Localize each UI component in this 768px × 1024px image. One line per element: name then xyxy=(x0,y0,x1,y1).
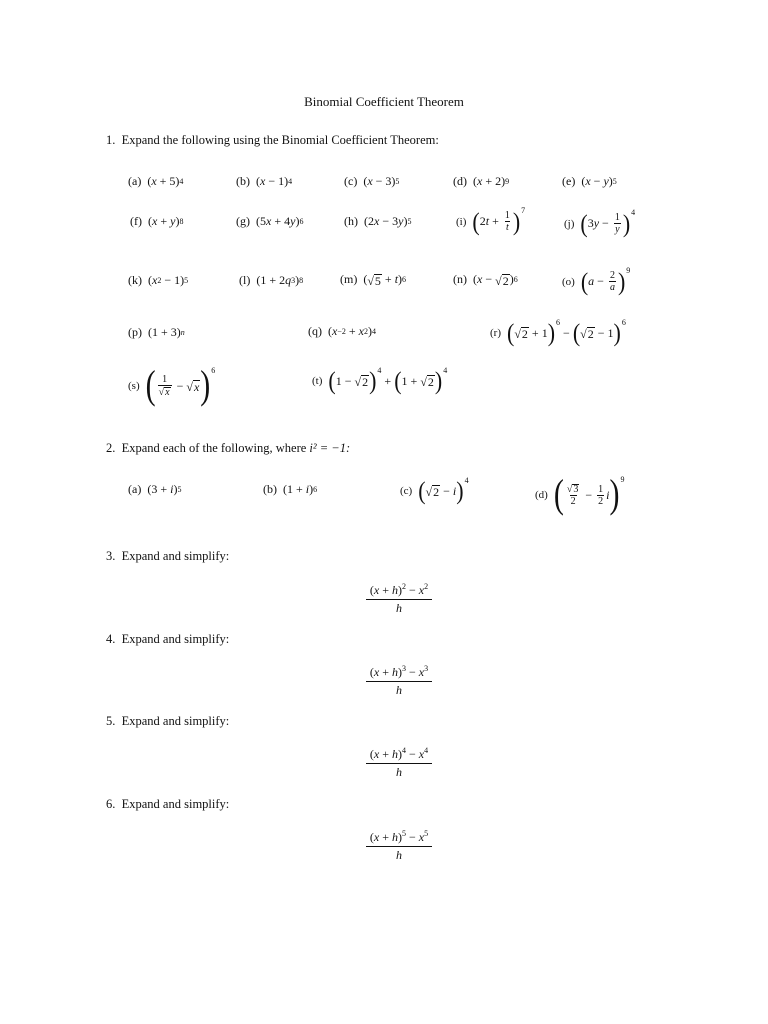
exercise-label: (e) xyxy=(562,174,576,188)
math-expression: ( 1 − √ 2 ) 4 + ( 1 + √ 2 ) 4 xyxy=(328,365,448,395)
question-3-prompt xyxy=(106,549,229,564)
math-expression: ( √ 2 − i ) 4 xyxy=(418,475,469,505)
exercise-label: (t) xyxy=(312,375,323,387)
math-expression: ( x − 3) 5 xyxy=(363,174,400,188)
question-number: 3. xyxy=(106,549,116,563)
question-number: 1. xyxy=(106,133,116,147)
exercise-label: (j) xyxy=(564,217,575,230)
question-2-prompt xyxy=(106,441,350,456)
exercise-1f xyxy=(130,214,183,229)
math-expression: (3 + i ) 5 xyxy=(147,482,182,496)
exercise-label: (a) xyxy=(128,482,142,496)
math-expression: ( 3 y − $\frac{1}{y}$ ) 4 xyxy=(580,208,636,238)
question-1-prompt xyxy=(106,133,439,148)
difference-quotient-3 xyxy=(0,583,768,616)
exercise-1r xyxy=(490,317,626,347)
question-4-prompt xyxy=(106,632,229,647)
exercise-label: (c) xyxy=(400,485,413,497)
difference-quotient-6 xyxy=(0,830,768,863)
math-expression: ( x + 5) 4 xyxy=(147,174,184,188)
exercise-label: (p) xyxy=(128,325,142,339)
math-expression: (1 + 2 q 3 ) 8 xyxy=(256,273,304,287)
question-condition: i² = −1: xyxy=(309,441,351,455)
exercise-label: (b) xyxy=(263,482,277,496)
exercise-1t xyxy=(312,365,448,395)
exercise-1e xyxy=(562,174,617,189)
exercise-label: (h) xyxy=(344,214,358,228)
exercise-1l xyxy=(239,273,303,288)
page-title: Binomial Coefficient Theorem xyxy=(304,94,464,109)
exercise-label: (i) xyxy=(456,215,467,228)
math-expression: ( x −2 + x 2 ) 4 xyxy=(328,324,376,338)
question-5-prompt xyxy=(106,714,229,729)
exercise-label: (f) xyxy=(130,214,142,228)
exercise-label: (c) xyxy=(344,174,358,188)
math-fraction: $\frac{(x + h)^3 - x^3}{h}$ xyxy=(368,665,430,698)
question-text: Expand and simplify: xyxy=(121,632,230,646)
math-expression: ( x + y ) 8 xyxy=(148,214,184,228)
exercise-1i xyxy=(456,206,526,236)
question-text: Expand the following using the Binomial Coefficient Theorem: xyxy=(121,133,439,147)
exercise-label: (r) xyxy=(490,327,501,339)
exercise-1b xyxy=(236,174,292,189)
exercise-label: (b) xyxy=(236,174,250,188)
question-6-prompt xyxy=(106,797,229,812)
exercise-label: (m) xyxy=(340,272,358,286)
question-number: 2. xyxy=(106,441,116,455)
math-expression: ( x − √ 2 ) 6 xyxy=(473,272,518,288)
exercise-2a xyxy=(128,482,181,497)
exercise-label: (s) xyxy=(128,380,140,392)
question-text: Expand and simplify: xyxy=(121,714,230,728)
exercise-label: (d) xyxy=(535,489,548,501)
math-expression: ( a − $\frac{2}{a}$ ) 9 xyxy=(580,266,631,296)
math-expression: ( 1 √ x − √ x ) 6 xyxy=(145,363,216,408)
math-fraction: $\frac{(x + h)^4 - x^4}{h}$ xyxy=(368,747,430,780)
exercise-label: (o) xyxy=(562,275,575,288)
question-number: 6. xyxy=(106,797,116,811)
exercise-1a xyxy=(128,174,183,189)
difference-quotient-4 xyxy=(0,665,768,698)
question-text: Expand each of the following, where xyxy=(121,441,307,455)
exercise-label: (l) xyxy=(239,273,251,287)
exercise-label: (g) xyxy=(236,214,250,228)
math-expression: ( √ 3 2 − $\frac{1}{2}$ i ) 9 xyxy=(553,472,625,517)
question-text: Expand and simplify: xyxy=(121,549,230,563)
exercise-label: (n) xyxy=(453,272,467,286)
math-expression: ( x 2 − 1) 5 xyxy=(148,273,189,287)
exercise-1n xyxy=(453,272,518,287)
math-expression: (2 x − 3 y ) 5 xyxy=(364,214,412,228)
exercise-1k xyxy=(128,273,188,288)
exercise-1o xyxy=(562,266,631,296)
exercise-label: (k) xyxy=(128,273,142,287)
exercise-1m xyxy=(340,272,406,287)
question-number: 4. xyxy=(106,632,116,646)
math-expression: ( x − 1) 4 xyxy=(256,174,293,188)
math-fraction: $\frac{(x + h)^2 - x^2}{h}$ xyxy=(368,583,430,616)
exercise-1c xyxy=(344,174,399,189)
question-number: 5. xyxy=(106,714,116,728)
exercise-2b xyxy=(263,482,317,497)
exercise-1q xyxy=(308,324,376,339)
exercise-1p xyxy=(128,325,185,340)
exercise-label: (q) xyxy=(308,324,322,338)
math-expression: (5 x + 4 y ) 6 xyxy=(256,214,304,228)
math-fraction: $\frac{(x + h)^5 - x^5}{h}$ xyxy=(368,830,430,863)
exercise-1j xyxy=(564,208,636,238)
exercise-label: (a) xyxy=(128,174,142,188)
exercise-label: (d) xyxy=(453,174,467,188)
exercise-1h xyxy=(344,214,411,229)
difference-quotient-5 xyxy=(0,747,768,780)
question-text: Expand and simplify: xyxy=(121,797,230,811)
exercise-1s xyxy=(128,363,216,408)
exercise-1g xyxy=(236,214,303,229)
math-expression: (1 + 3) n xyxy=(148,325,185,339)
math-expression: ( 2 t + $\frac{1}{t}$ ) 7 xyxy=(472,206,526,236)
math-expression: ( x − y ) 5 xyxy=(581,174,617,188)
math-expression: ( x + 2) 9 xyxy=(473,174,510,188)
exercise-2c xyxy=(400,475,469,505)
math-expression: ( √ 2 + 1 ) 6 − ( √ 2 − 1 ) 6 xyxy=(507,317,626,347)
exercise-2d xyxy=(535,472,625,517)
math-expression: ( √ 5 + t ) 6 xyxy=(363,272,407,288)
math-expression: (1 + i ) 6 xyxy=(283,482,318,496)
exercise-1d xyxy=(453,174,509,189)
